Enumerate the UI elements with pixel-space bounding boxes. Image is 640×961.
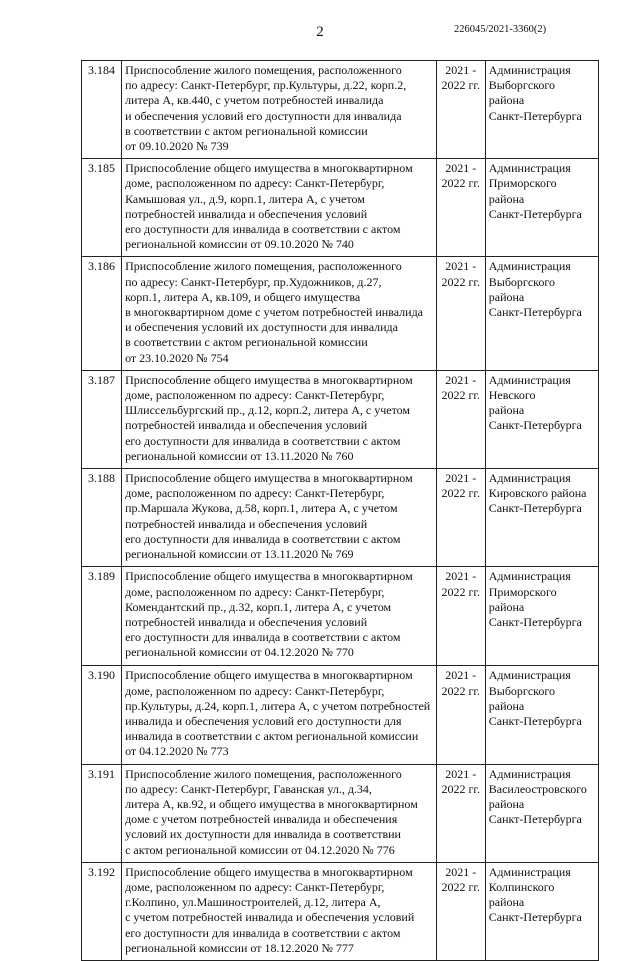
description-line: и обеспечения условий его доступности для инвалида xyxy=(125,108,402,123)
period-line: 2021 - xyxy=(445,63,477,77)
executor-line: Администрация xyxy=(488,766,571,781)
item-executor xyxy=(485,567,598,666)
item-number: 3.184 xyxy=(82,61,122,159)
description-line: в многоквартирном доме с учетом потребностей инвалида xyxy=(125,305,424,320)
description-line: региональной комиссии от 18.12.2020 № 777 xyxy=(125,940,354,955)
item-period xyxy=(436,469,485,567)
item-period xyxy=(436,764,485,862)
description-line: Приспособление общего имущества в многоквартирном xyxy=(125,569,413,584)
item-number: 3.185 xyxy=(82,159,122,257)
executor-line: Администрация xyxy=(488,259,571,274)
executor-line: Невского xyxy=(488,388,536,403)
executor-line: района xyxy=(488,796,525,811)
description-line: доме, расположенном по адресу: Санкт-Петербург, xyxy=(125,388,385,403)
description-line: с учетом потребностей инвалида и обеспечения условий xyxy=(125,910,415,925)
item-executor xyxy=(485,764,598,862)
description-line: потребностей инвалида и обеспечения условий xyxy=(125,516,368,531)
description-line: региональной комиссии от 04.12.2020 № 770 xyxy=(125,645,354,660)
item-executor xyxy=(485,61,598,159)
executor-line: Санкт-Петербурга xyxy=(488,305,582,320)
executor-line: Выборгского xyxy=(488,274,556,289)
item-period xyxy=(436,257,485,370)
period-line: 2021 - xyxy=(445,471,477,486)
item-number: 3.192 xyxy=(82,862,122,960)
description-line: доме, расположенном по адресу: Санкт-Петербург, xyxy=(125,683,385,698)
item-executor xyxy=(485,469,598,567)
executor-line: района xyxy=(488,698,525,713)
executor-line: района xyxy=(488,191,525,206)
table-row xyxy=(82,257,599,370)
description-line: его доступности для инвалида в соответствии с актом xyxy=(125,531,401,546)
description-line: от 04.12.2020 № 773 xyxy=(125,744,229,759)
period-line: 2021 - xyxy=(445,161,477,176)
period-line: 2021 - xyxy=(445,372,477,387)
description-line: Приспособление жилого помещения, расположенного xyxy=(125,766,402,781)
document-code: 226045/2021-3360(2) xyxy=(454,24,547,35)
item-period xyxy=(436,666,485,764)
description-line: от 09.10.2020 № 739 xyxy=(125,139,229,154)
measures-table xyxy=(81,60,599,961)
executor-line: Администрация xyxy=(488,668,571,683)
period-line: 2021 - xyxy=(445,864,477,879)
executor-line: Приморского xyxy=(488,176,557,191)
description-line: Приспособление жилого помещения, расположенного xyxy=(125,259,402,274)
table-row xyxy=(82,469,599,567)
executor-line: Администрация xyxy=(488,471,571,486)
description-line: региональной комиссии от 13.11.2020 № 769 xyxy=(125,547,354,562)
table-row xyxy=(82,862,599,960)
item-period xyxy=(436,862,485,960)
description-line: пр.Маршала Жукова, д.58, корп.1, литера А, с учетом xyxy=(125,501,398,516)
item-description xyxy=(122,469,437,567)
executor-line: Василеостровского xyxy=(488,781,587,796)
item-description xyxy=(122,567,437,666)
table-row xyxy=(82,159,599,257)
description-line: от 23.10.2020 № 754 xyxy=(125,350,229,365)
executor-line: Администрация xyxy=(488,569,571,584)
description-line: потребностей инвалида и обеспечения условий xyxy=(125,418,368,433)
item-description xyxy=(122,370,437,468)
period-line: 2022 гг. xyxy=(441,781,480,796)
executor-line: района xyxy=(488,403,525,418)
description-line: по адресу: Санкт-Петербург, Гаванская ул., д.34, xyxy=(125,781,372,796)
table-row xyxy=(82,764,599,862)
executor-line: Выборгского xyxy=(488,78,556,93)
executor-line: Санкт-Петербурга xyxy=(488,614,582,629)
executor-line: Санкт-Петербурга xyxy=(488,501,582,516)
item-period xyxy=(436,159,485,257)
executor-line: Санкт-Петербурга xyxy=(488,418,582,433)
table-row xyxy=(82,666,599,764)
item-number: 3.186 xyxy=(82,257,122,370)
item-number: 3.190 xyxy=(82,666,122,764)
description-line: доме, расположенном по адресу: Санкт-Петербург, xyxy=(125,486,385,501)
period-line: 2022 гг. xyxy=(441,879,480,894)
item-description xyxy=(122,764,437,862)
period-line: 2021 - xyxy=(445,766,477,781)
description-line: в соответствии с актом региональной комиссии xyxy=(125,335,368,350)
item-executor xyxy=(485,862,598,960)
item-number: 3.187 xyxy=(82,370,122,468)
item-number: 3.188 xyxy=(82,469,122,567)
item-description xyxy=(122,257,437,370)
period-line: 2022 гг. xyxy=(441,388,480,403)
description-line: литера А, кв.92, и общего имущества в многоквартирном xyxy=(125,796,418,811)
period-line: 2022 гг. xyxy=(441,176,480,191)
description-line: Комендантский пр., д.32, корп.1, литера А, с учетом xyxy=(125,599,392,614)
table-row xyxy=(82,370,599,468)
item-executor xyxy=(485,666,598,764)
executor-line: района xyxy=(488,93,525,108)
item-description xyxy=(122,862,437,960)
period-line: 2022 гг. xyxy=(441,274,480,289)
description-line: Камышовая ул., д.9, корп.1, литера А, с учетом xyxy=(125,191,365,206)
executor-line: Санкт-Петербурга xyxy=(488,910,582,925)
description-line: доме, расположенном по адресу: Санкт-Петербург, xyxy=(125,176,385,191)
description-line: Приспособление жилого помещения, расположенного xyxy=(125,63,402,77)
description-line: его доступности для инвалида в соответствии с актом xyxy=(125,433,401,448)
description-line: Приспособление общего имущества в многоквартирном xyxy=(125,372,413,387)
executor-line: района xyxy=(488,599,525,614)
item-number: 3.189 xyxy=(82,567,122,666)
executor-line: Администрация xyxy=(488,372,571,387)
description-line: региональной комиссии от 13.11.2020 № 760 xyxy=(125,448,354,463)
description-line: региональной комиссии от 09.10.2020 № 740 xyxy=(125,237,354,252)
description-line: доме, расположенном по адресу: Санкт-Петербург, xyxy=(125,584,385,599)
item-executor xyxy=(485,257,598,370)
description-line: доме, расположенном по адресу: Санкт-Петербург, xyxy=(125,879,385,894)
period-line: 2022 гг. xyxy=(441,584,480,599)
description-line: Приспособление общего имущества в многоквартирном xyxy=(125,471,413,486)
executor-line: района xyxy=(488,289,525,304)
item-period xyxy=(436,567,485,666)
executor-line: Санкт-Петербурга xyxy=(488,812,582,827)
description-line: его доступности для инвалида в соответствии с актом xyxy=(125,222,401,237)
item-number: 3.191 xyxy=(82,764,122,862)
description-line: его доступности для инвалида в соответствии с актом xyxy=(125,630,401,645)
executor-line: Администрация xyxy=(488,161,571,176)
period-line: 2021 - xyxy=(445,668,477,683)
description-line: в соответствии с актом региональной комиссии xyxy=(125,123,368,138)
executor-line: Администрация xyxy=(488,864,571,879)
description-line: пр.Культуры, д.24, корп.1, литера А, с учетом потребностей xyxy=(125,698,431,713)
executor-line: Санкт-Петербурга xyxy=(488,108,582,123)
description-line: доме с учетом потребностей инвалида и обеспечения xyxy=(125,812,398,827)
description-line: г.Колпино, ул.Машиностроителей, д.12, литера А, xyxy=(125,895,381,910)
description-line: Шлиссельбургский пр., д.12, корп.2, литера А, с учетом xyxy=(125,403,411,418)
executor-line: Администрация xyxy=(488,63,571,77)
table-row xyxy=(82,567,599,666)
executor-line: района xyxy=(488,895,525,910)
description-line: потребностей инвалида и обеспечения условий xyxy=(125,614,368,629)
executor-line: Санкт-Петербурга xyxy=(488,206,582,221)
period-line: 2022 гг. xyxy=(441,486,480,501)
period-line: 2022 гг. xyxy=(441,683,480,698)
description-line: Приспособление общего имущества в многоквартирном xyxy=(125,668,413,683)
description-line: Приспособление общего имущества в многоквартирном xyxy=(125,161,413,176)
description-line: литера А, кв.440, с учетом потребностей инвалида xyxy=(125,93,384,108)
description-line: условий их доступности для инвалида в соответствии xyxy=(125,827,401,842)
item-executor xyxy=(485,370,598,468)
period-line: 2021 - xyxy=(445,569,477,584)
executor-line: Санкт-Петербурга xyxy=(488,713,582,728)
item-period xyxy=(436,370,485,468)
item-description xyxy=(122,159,437,257)
period-line: 2022 гг. xyxy=(441,78,480,93)
table-row xyxy=(82,61,599,159)
description-line: по адресу: Санкт-Петербург, пр.Культуры, д.22, корп.2, xyxy=(125,78,407,93)
item-description xyxy=(122,61,437,159)
description-line: потребностей инвалида и обеспечения условий xyxy=(125,206,368,221)
description-line: Приспособление общего имущества в многоквартирном xyxy=(125,864,413,879)
executor-line: Выборгского xyxy=(488,683,556,698)
item-executor xyxy=(485,159,598,257)
description-line: и обеспечения условий их доступности для инвалида xyxy=(125,320,398,335)
description-line: инвалида в соответствии с актом региональной комиссии xyxy=(125,729,419,744)
description-line: с актом региональной комиссии от 04.12.2020 № 776 xyxy=(125,842,395,857)
executor-line: Приморского xyxy=(488,584,557,599)
executor-line: Кировского района xyxy=(488,486,587,501)
description-line: корп.1, литера А, кв.109, и общего имущества xyxy=(125,289,361,304)
executor-line: Колпинского xyxy=(488,879,555,894)
period-line: 2021 - xyxy=(445,259,477,274)
description-line: инвалида и обеспечения условий его доступности для xyxy=(125,713,402,728)
item-period xyxy=(436,61,485,159)
description-line: по адресу: Санкт-Петербург, пр.Художников, д.27, xyxy=(125,274,382,289)
page-number: 2 xyxy=(316,24,324,40)
item-description xyxy=(122,666,437,764)
description-line: его доступности для инвалида в соответствии с актом xyxy=(125,925,401,940)
